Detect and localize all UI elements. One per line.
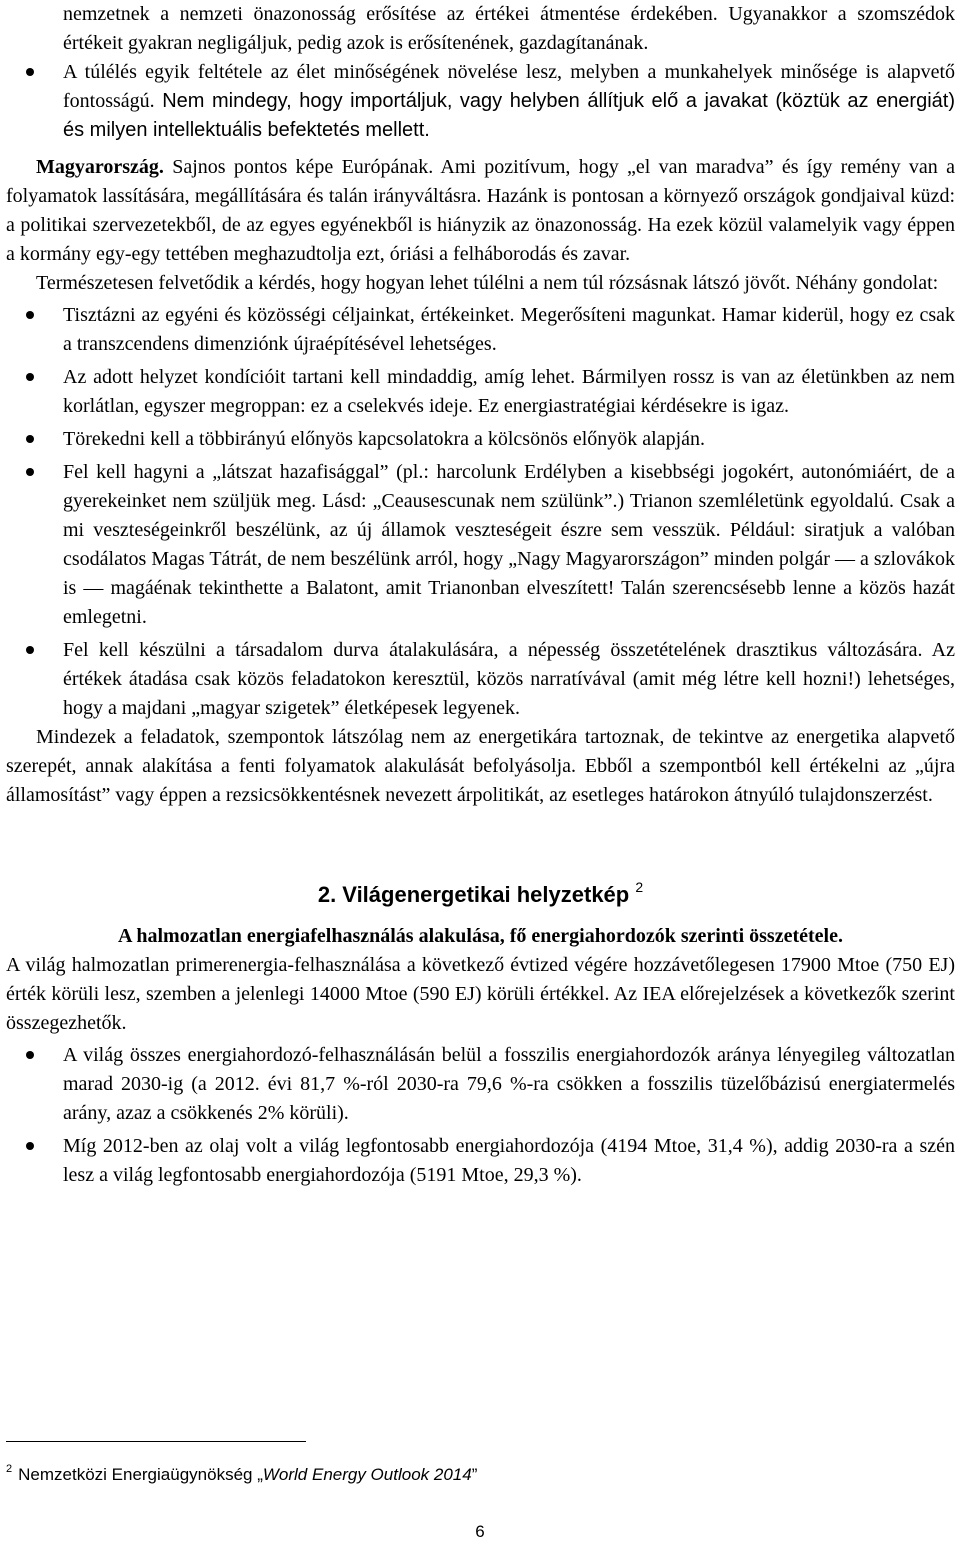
paragraph-intro: A világ halmozatlan primerenergia-felhasználása a következő évtized végére hozzávetőlegesen 17900 Mtoe (750 EJ) érték körüli lesz, szemben a jelenlegi 14000 Mtoe (590 EJ) körüli értékkel. Az IEA előrejelzések a következők szerint összegezhetők.: [6, 954, 955, 1034]
bullet-list-iea: [6, 1041, 955, 1190]
inline-heading: Magyarország.: [36, 156, 164, 178]
bullet-icon: [26, 435, 34, 443]
list-item: Törekedni kell a többirányú előnyös kapcsolatokra a kölcsönös előnyök alapján.: [6, 425, 955, 454]
bullet-list-quality: [6, 58, 955, 145]
bullet-text: A túlélés egyik feltétele az élet minőségének növelése lesz, melyben a munkahelyek minősége is alapvető fontosságú.: [63, 61, 955, 112]
bullet-icon: [26, 373, 34, 381]
bullet-text-sans: Nem mindegy, hogy importáljuk, vagy helyben állítjuk elő a javakat (köztük az energiát) és milyen intellektuális befektetés mellett.: [63, 90, 955, 141]
bullet-icon: [26, 1051, 34, 1059]
bullet-icon: [26, 1142, 34, 1150]
paragraph-summary: Mindezek a feladatok, szempontok látszólag nem az energetikára tartoznak, de tekintve az energetika alapvető szerepét, annak alakítása a fenti folyamatok alakulását befolyásolja. Ebből a szempontból kell értékelni az „újra államosítást” vagy éppen a rezsicsökkentésnek nevezett árpolitikát, az esetleges határokon átnyúló tulajdonszerzést.: [6, 726, 955, 806]
bullet-list-thoughts: [6, 301, 955, 723]
bullet-icon: [26, 468, 34, 476]
bullet-icon: [26, 311, 34, 319]
paragraph-naturally: Természetesen felvetődik a kérdés, hogy hogyan lehet túlélni a nem túl rózsásnak látszó jövőt. Néhány gondolat:: [36, 272, 939, 294]
paragraph-hungary: Magyarország. Sajnos pontos képe Európának. Ami pozitívum, hogy „el van maradva” és így remény van a folyamatok lassítására, megállítására és talán irányváltásra. Hazánk is pontosan a környező országok gondjaival küzd: a politikai szervezetekből, de az egyes egyénekből is hiányzik az önazonosság. Ha ezek közül valamelyik vagy éppen a kormány egy-egy tettében meghazudtolja ezt, óriási a felháborodás és zavar.: [6, 156, 955, 265]
footnote-reference: 2: [635, 879, 644, 895]
list-item: Fel kell hagyni a „látszat hazafisággal” (pl.: harcolunk Erdélyben a kisebbségi jogokért, autonómiáért, de a gyerekeinket nem szüljük meg. Lásd: „Ceausescunak nem szülünk”.) Trianon szemléletünk egyoldalú. Csak a mi veszteségeinkről beszélünk, az új államok veszteségeit észre sem vesszük. Például: siratjuk a valóban csodálatos Magas Tátrát, de nem beszélünk arról, hogy „Nagy Magyarországon” minden polgár — a szlovákok is — magáénak tekinthette a Balatont, amit Trianonban elveszített! Talán szerencsésebb lenne a közös hazát emlegetni.: [6, 458, 955, 632]
list-item: Fel kell készülni a társadalom durva átalakulására, a népesség összetételének drasztikus változására. Az értékek átadása csak közös feladatokon keresztül, közös narratívával (amit még létre kell hozni!) lehetséges, hogy a majdani „magyar szigetek” életképesek legyenek.: [6, 636, 955, 723]
list-item: Tisztázni az egyéni és közösségi céljainkat, értékeinket. Megerősíteni magunkat. Hamar kiderül, hogy ez csak a transzcendens dimenziónk újraépítésével lehetséges.: [6, 301, 955, 359]
bullet-icon: [26, 68, 34, 76]
list-item: Míg 2012-ben az olaj volt a világ legfontosabb energiahordozója (4194 Mtoe, 31,4 %), addig 2030-ra a szén lesz a világ legfontosabb energiahordozója (5191 Mtoe, 29,3 %).: [6, 1132, 955, 1190]
list-item: Az adott helyzet kondícióit tartani kell mindaddig, amíg lehet. Bármilyen rossz is van az életünkben az nem korlátlan, egyszer megroppan: ez a cselekvés ideje. Ez energiastratégiai kérdésekre is igaz.: [6, 363, 955, 421]
paragraph-continuation: nemzetnek a nemzeti önazonosság erősítése az értékei átmentése érdekében. Ugyanakkor a szomszédok értékeit gyakran negligáljuk, pedig azok is erősítenének, gazdagítanának.: [63, 3, 955, 54]
section-subtitle: A halmozatlan energiafelhasználás alakulása, fő energiahordozók szerinti összetétele.: [118, 925, 843, 947]
bullet-icon: [26, 646, 34, 654]
section-title: 2. Világenergetikai helyzetkép $^2$: [317, 879, 644, 907]
footnote-title: World Energy Outlook 2014: [262, 1465, 472, 1484]
page-number: 6: [475, 1522, 485, 1541]
footnote: $^2$ Nemzetközi Energiaügynökség „World Energy Outlook 2014”: [6, 1463, 478, 1484]
list-item: [6, 58, 955, 145]
footnote-divider: [6, 1441, 306, 1442]
footnote-mark: 2: [6, 1463, 13, 1475]
list-item: A világ összes energiahordozó-felhasználásán belül a fosszilis energiahordozók aránya lényegileg változatlan marad 2030-ig (a 2012. évi 81,7 %-ról 2030-ra 79,6 %-ra csökken a fosszilis tüzelőbázisú energiatermelés arány, azaz a csökkenés 2% körüli).: [6, 1041, 955, 1128]
